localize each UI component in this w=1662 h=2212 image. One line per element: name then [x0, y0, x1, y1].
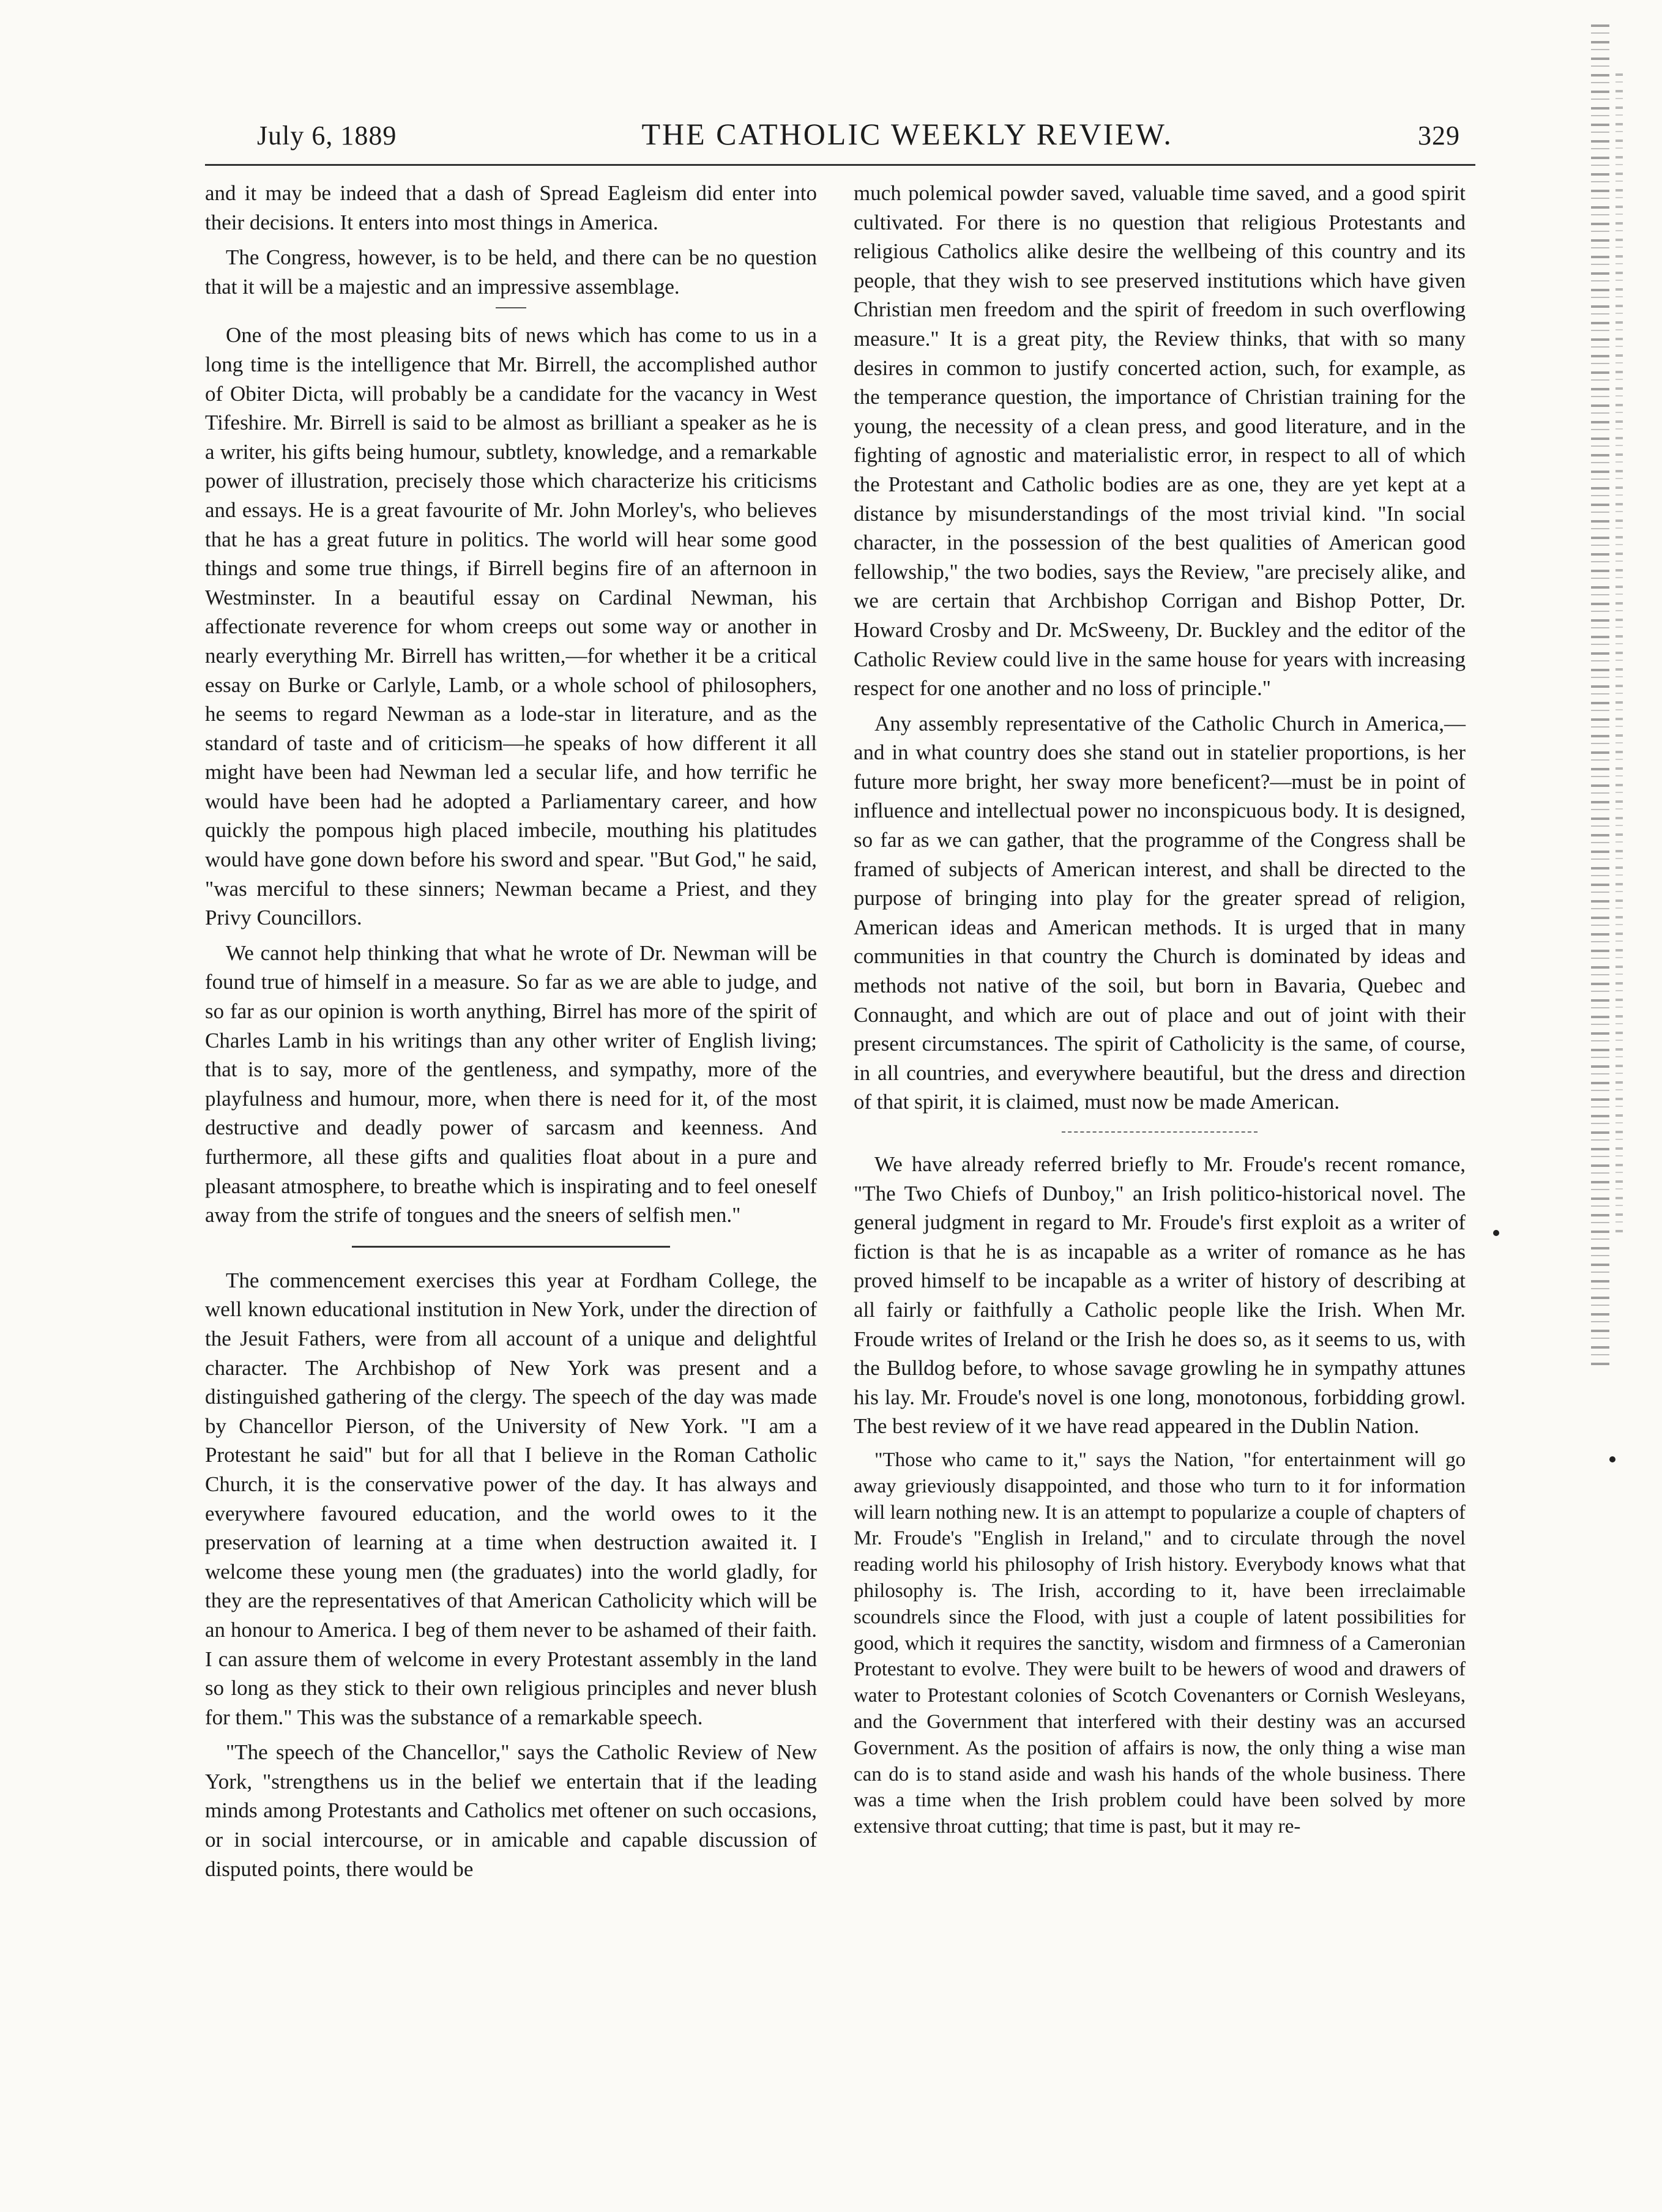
section-divider [1062, 1131, 1258, 1133]
paragraph: One of the most pleasing bits of news which has come to us in a long time is the intelligence that Mr. Birrell, the accomplished author of Obiter Dicta, will probably be a candidate for the vacancy in West Tifeshire. Mr. Birrell is said to be almost as brilliant a speaker as he is a writer, his gifts being humour, subtlety, knowledge, and a remarkable power of illustration, precisely those which characterize his criticisms and essays. He is a great favourite of Mr. John Morley's, who believes that he has a great future in politics. The world will hear some good things and some true things, if Birrell begins fire of an afternoon in Westminster. In a beautiful essay on Cardinal Newman, his affectionate reverence for whom creeps out some way or another in nearly everything Mr. Birrell has written,—for whether it be a critical essay on Burke or Carlyle, Lamb, or a whole school of philosophers, he seems to regard Newman as a lode-star in literature, and as the standard of taste and of criticism—he speaks of how different it all might have been had Newman led a secular life, and how terrific he would have been had he adopted a Parliamentary career, and how quickly the pompous high placed imbecile, mouthing his platitudes would have gone down before his sword and spear. "But God," he said, "was merciful to these sinners; Newman became a Priest, and they Privy Councillors. [205, 323, 817, 930]
issue-date: July 6, 1889 [257, 121, 397, 151]
paragraph: "The speech of the Chancellor," says the Catholic Review of New York, "strengthens us in the belief we entertain that if the leading minds among Protestants and Catholics met oftener on such occasions, or in social intercourse, or in amicable and capable discussion of disputed points, there would be [205, 1740, 817, 1881]
paragraph: We have already referred briefly to Mr. Froude's recent romance, "The Two Chiefs of Dunboy," an Irish politico-historical novel. The general judgment in regard to Mr. Froude's first exploit as a writer of fiction is that he is as incapable as a writer of romance as he has proved himself to be incapable as a writer of history of describing at all fairly or faithfully a Catholic people like the Irish. When Mr. Froude writes of Ireland or the Irish he does so, as it seems to us, with the Bulldog before, to whose savage growling he in sympathy attunes his lay. Mr. Froude's novel is one long, monotonous, forbidding growl. The best review of it we have read appeared in the Dublin Nation. [854, 1152, 1466, 1439]
scan-edge-artifact [1591, 24, 1609, 1371]
publication-title: THE CATHOLIC WEEKLY REVIEW. [641, 117, 1173, 151]
right-column [854, 179, 1466, 1846]
quoted-paragraph: "Those who came to it," says the Nation, "for entertainment will go away grieviously disappointed, and those who turn to it for information will learn nothing new. It is an attempt to popularize a couple of chapters of Mr. Froude's "English in Ireland," and to circulate through the novel reading world his philosophy of Irish history. Everybody knows what that philosophy is. The Irish, according to it, have been irreclaimable scoundrels since the Flood, with just a couple of latent possibilities for good, which it requires the sanctity, wisdom and firmness of a Cameronian Protestant to evolve. They were built to be hewers of wood and drawers of water to Protestant colonies of Scotch Covenanters or Cornish Wesleyans, and the Government that interfered with their destiny was an accursed Government. As the position of affairs is now, the only thing a wise man can do is to stand aside and wash his hands of the whole business. There was a time when the Irish problem could have been solved by more extensive throat cutting; that time is past, but it may re- [854, 1448, 1466, 1838]
left-column [205, 179, 817, 1890]
paragraph: The commencement exercises this year at Fordham College, the well known educational institution in New York, under the direction of the Jesuit Fathers, were from all account of a unique and delightful character. The Archbishop of New York was present and a distinguished gathering of the clergy. The speech of the day was made by Chancellor Pierson, of the University of New York. "I am a Protestant he said" but for all that I believe in the Roman Catholic Church, it is the conservative power of the day. It has always and everywhere favoured education, and the world owes to it the preservation of learning at a time when destruction awaited it. I welcome these young men (the graduates) into the world gladly, for they are the representatives of that American Catholicity which will be an honour to America. I beg of them never to be ashamed of their faith. I can assure them of welcome in every Protestant assembly in the land so long as they stick to their own religious principles and never blush for them." This was the substance of a remarkable speech. [205, 1268, 817, 1729]
section-divider [352, 1246, 670, 1248]
paragraph: Any assembly representative of the Catholic Church in America,—and in what country does she stand out in statelier proportions, is her future more bright, her sway more beneficent?—must be in point of influence and intellectual power no inconspicuous body. It is designed, so far as we can gather, that the programme of the Congress shall be framed of subjects of American interest, and shall be directed to the purpose of bringing into play for the greater spread of religion, American ideas and American methods. It is urged that in many communities in that country the Church is dominated by ideas and methods not native of the soil, but born in Bavaria, Quebec and Connaught, and which are out of place and out of joint with their present circumstances. The spirit of Catholicity is the same, of course, in all countries, and everywhere beautiful, but the dress and direction of that spirit, it is claimed, must now be made American. [854, 711, 1466, 1114]
paragraph: and it may be indeed that a dash of Spread Eagleism did enter into their decisions. It enters into most things in America. [205, 181, 817, 234]
section-divider [496, 307, 526, 308]
page-number: 329 [1418, 121, 1460, 151]
page-header [257, 116, 1460, 159]
header-rule [205, 164, 1475, 166]
paragraph: We cannot help thinking that what he wrote of Dr. Newman will be found true of himself in a measure. So far as we are able to judge, and so far as our opinion is worth anything, Birrel has more of the spirit of Charles Lamb in his writings than any other writer of English living; that is to say, more of the gentleness, and sympathy, more of the playfulness and humour, more, when there is need for it, of the most destructive and deadly power of sarcasm and keenness. And furthermore, all these gifts and qualities float about in a pure and pleasant atmosphere, to breathe which is inspirating and to feel oneself away from the strife of tongues and the sneers of selfish men." [205, 940, 817, 1227]
scan-speck [1493, 1230, 1499, 1236]
paragraph: The Congress, however, is to be held, and there can be no question that it will be a majestic and an impressive assemblage. [205, 245, 817, 299]
scan-edge-artifact [1615, 73, 1623, 1236]
paragraph: much polemical powder saved, valuable time saved, and a good spirit cultivated. For there is no question that religious Protestants and religious Catholics alike desire the wellbeing of this country and its people, that they wish to see preserved institutions which have given Christian men freedom and the spirit of freedom in such overflowing measure." It is a great pity, the Review thinks, that with so many desires in common to justify concerted action, such, for example, as the temperance question, the importance of Christian training for the young, the necessity of a clean press, and good literature, and in the fighting of agnostic and materialistic error, in respect to all of which the Protestant and Catholic bodies are as one, they are yet kept at a distance by misunderstandings of the most trivial kind. "In social character, in the possession of the best qualities of American good fellowship," the two bodies, says the Review, "are precisely alike, and we are certain that Archbishop Corrigan and Bishop Potter, Dr. Howard Crosby and Dr. McSweeny, Dr. Buckley and the editor of the Catholic Review could live in the same house for years with increasing respect for one another and no loss of principle." [854, 181, 1466, 701]
scan-speck [1609, 1456, 1615, 1462]
